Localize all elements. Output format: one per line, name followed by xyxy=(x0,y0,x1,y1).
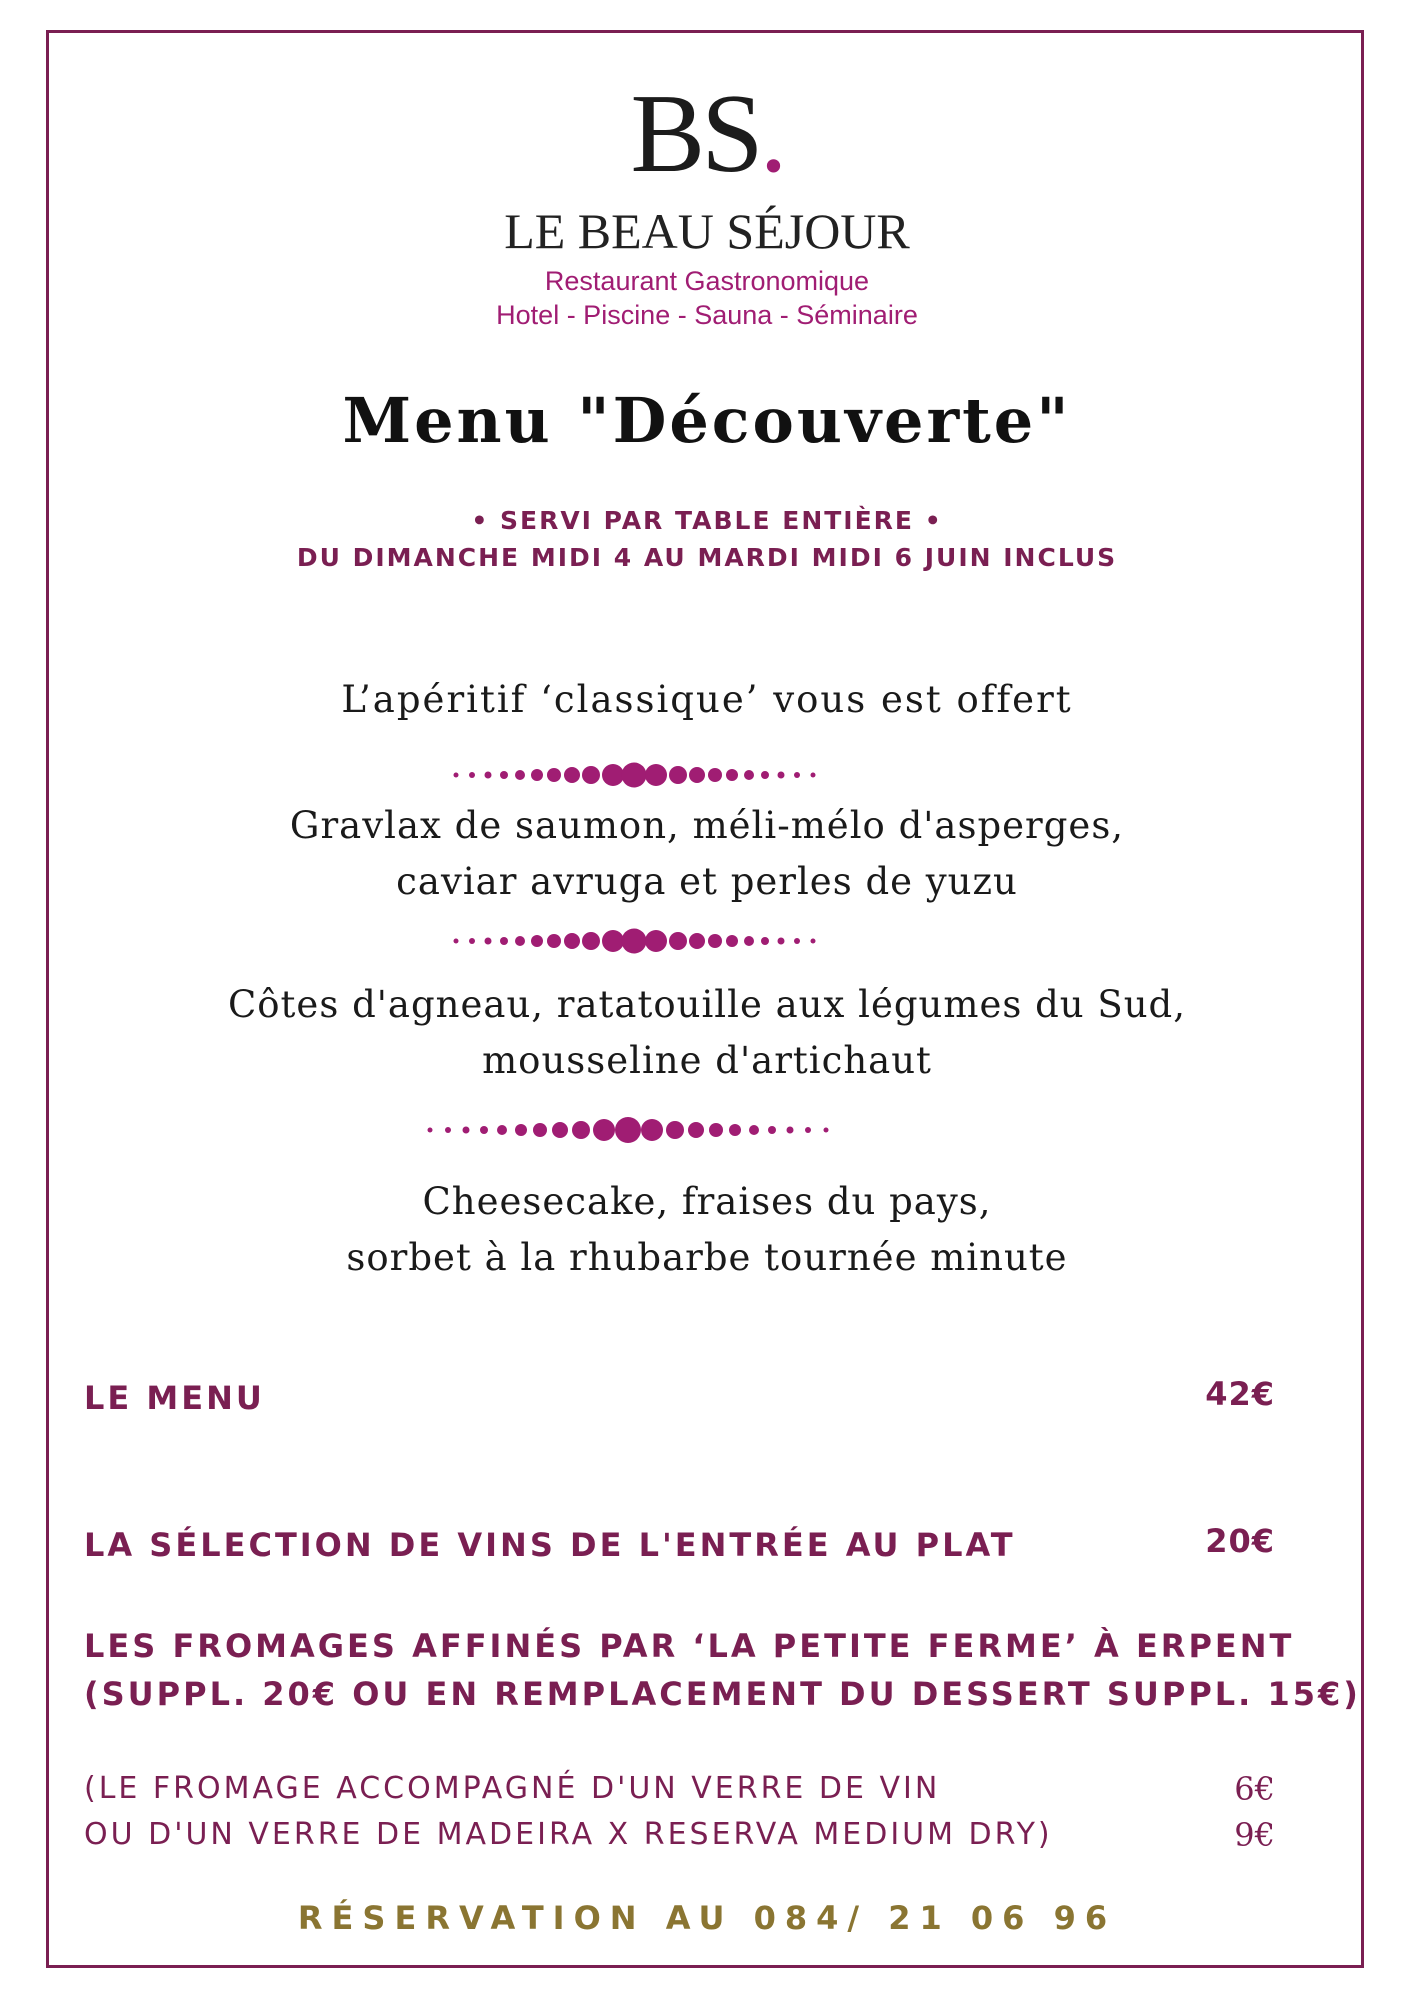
pairing-price-2: 9€ xyxy=(1234,1816,1275,1854)
cheese-option xyxy=(84,1622,1361,1718)
logo-monogram xyxy=(0,72,1414,196)
dot-separator-2 xyxy=(450,926,920,956)
tagline-amenities: Hotel - Piscine - Sauna - Séminaire xyxy=(496,300,918,330)
pairing-line-1: (LE FROMAGE ACCOMPAGNÉ D'UN VERRE DE VIN xyxy=(84,1771,941,1806)
restaurant-name: LE BEAU SÉJOUR xyxy=(504,203,910,259)
menu-price-label: LE MENU xyxy=(84,1379,265,1417)
pairing-price-1: 6€ xyxy=(1234,1770,1275,1808)
dot-separator-3-icon xyxy=(424,1114,944,1146)
reservation-phone: RÉSERVATION AU 084/ 21 06 96 xyxy=(297,1899,1117,1937)
dot-separator-1 xyxy=(450,760,920,790)
service-condition: • SERVI PAR TABLE ENTIÈRE • xyxy=(471,506,943,535)
wine-selection-label: LA SÉLECTION DE VINS DE L'ENTRÉE AU PLAT xyxy=(84,1526,1016,1564)
wine-selection-price: 20€ xyxy=(1205,1522,1275,1560)
dessert-line-1: Cheesecake, fraises du pays, xyxy=(422,1180,992,1223)
pairing-line-2: OU D'UN VERRE DE MADEIRA X RESERVA MEDIUM DRY) xyxy=(84,1817,1053,1852)
dot-separator-3 xyxy=(424,1114,944,1146)
pairing-prices xyxy=(1234,1766,1275,1858)
main-line-2: mousseline d'artichaut xyxy=(482,1039,932,1082)
cheese-line-1: LES FROMAGES AFFINÉS PAR ‘LA PETITE FERME’ À ERPENT xyxy=(84,1627,1295,1665)
cheese-line-2: (SUPPL. 20€ OU EN REMPLACEMENT DU DESSERT SUPPL. 15€) xyxy=(84,1675,1361,1713)
logo-dot: . xyxy=(759,72,784,196)
service-dates: DU DIMANCHE MIDI 4 AU MARDI MIDI 6 JUIN INCLUS xyxy=(296,543,1118,572)
starter-course xyxy=(0,798,1414,910)
logo-letters: BS xyxy=(630,72,760,196)
menu-price-value: 42€ xyxy=(1205,1375,1275,1413)
dot-separator-2-icon xyxy=(450,926,920,956)
main-course xyxy=(0,977,1414,1089)
aperitif-course: L’apéritif ‘classique’ vous est offert xyxy=(341,678,1073,721)
main-line-1: Côtes d'agneau, ratatouille aux légumes du Sud, xyxy=(227,983,1187,1026)
dessert-line-2: sorbet à la rhubarbe tournée minute xyxy=(346,1236,1068,1279)
cheese-wine-pairing xyxy=(84,1766,1053,1858)
dot-separator-1-icon xyxy=(450,760,920,790)
starter-line-2: caviar avruga et perles de yuzu xyxy=(396,860,1018,903)
tagline-restaurant: Restaurant Gastronomique xyxy=(544,266,870,296)
menu-title: Menu "Découverte" xyxy=(342,384,1072,457)
starter-line-1: Gravlax de saumon, méli-mélo d'asperges, xyxy=(289,804,1125,847)
dessert-course xyxy=(0,1174,1414,1286)
